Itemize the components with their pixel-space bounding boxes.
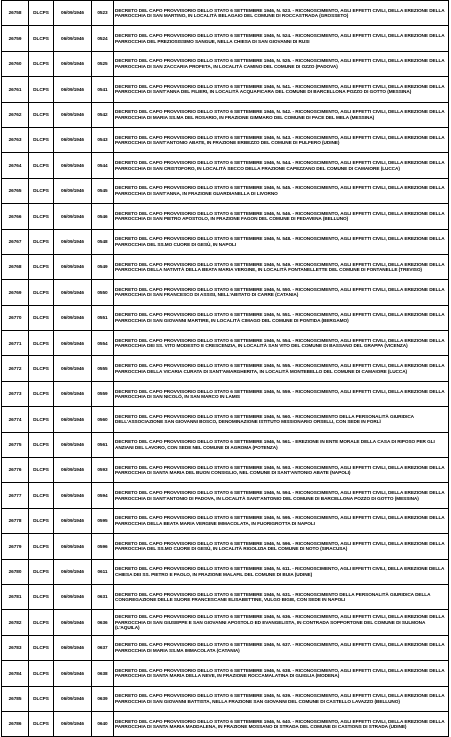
table-row (2, 610, 449, 635)
record-number-cell: 26770 (2, 305, 29, 330)
act-date-cell: 06/09/1946 (54, 407, 92, 432)
decree-description-cell: DECRETO DEL CAPO PROVVISORIO DELLO STATO 6 SETTEMBRE 1946, N. 546. - RICONOSCIMENTO, AGLI EFFETTI CIVILI, DELLA EREZIONE DELLA PARROCCHIA DI SAN PIETRO APOSTOLO, IN FRAZIONE FAGON DEL COMUNE DI FEDAVENA (BELLUNO) (114, 204, 449, 229)
decree-description-cell: DECRETO DEL CAPO PROVVISORIO DELLO STATO 6 SETTEMBRE 1946, N. 639. - RICONOSCIMENTO, AGLI EFFETTI CIVILI, DELLA EREZIONE DELLA PARROCCHIA DI SAN GIOVANNI BATTISTA, NELLA FRAZIONE SAN GIOVANNI DEL COMUNE DI CASTELLO LAVAZZO (BELLUNO) (114, 686, 449, 711)
decree-description-cell: DECRETO DEL CAPO PROVVISORIO DELLO STATO 6 SETTEMBRE 1946, N. 637. - RICONOSCIMENTO, AGLI EFFETTI CIVILI, DELLA EREZIONE DELLA PARROCCHIA DI MARIA SS.MA IMMACOLATA (CATANIA) (114, 635, 449, 660)
act-date-cell: 06/09/1946 (54, 661, 92, 686)
table-row (2, 153, 449, 178)
act-type-cell: DLCPS (29, 77, 54, 102)
act-date-cell: 06/09/1946 (54, 686, 92, 711)
act-date-cell: 06/09/1946 (54, 381, 92, 406)
act-number-cell: 0544 (92, 153, 114, 178)
decree-description-cell: DECRETO DEL CAPO PROVVISORIO DELLO STATO 6 SETTEMBRE 1946, N. 545. - RICONOSCIMENTO, AGLI EFFETTI CIVILI, DELLA EREZIONE DELLA PARROCCHIA DI SANT'ANNA, IN FRAZIONE GUARDIANELLA DI LIVORNO (114, 178, 449, 203)
act-number-cell: 0546 (92, 204, 114, 229)
act-type-cell: DLCPS (29, 178, 54, 203)
act-date-cell: 06/09/1946 (54, 635, 92, 660)
act-number-cell: 0636 (92, 610, 114, 635)
act-number-cell: 0523 (92, 1, 114, 26)
table-row (2, 305, 449, 330)
decree-description-cell: DECRETO DEL CAPO PROVVISORIO DELLO STATO 6 SETTEMBRE 1946, N. 596. - RICONOSCIMENTO, AGLI EFFETTI CIVILI, DELLA EREZIONE DELLA PARROCCHIA DEL SS.MO CUORE DI GESÙ, IN LOCALITÀ RIGOLIZIA DEL COMUNE DI NOTO (SIRACUSA) (114, 534, 449, 559)
act-number-cell: 0550 (92, 280, 114, 305)
act-type-cell: DLCPS (29, 432, 54, 457)
act-date-cell: 06/09/1946 (54, 559, 92, 584)
decree-description-cell: DECRETO DEL CAPO PROVVISORIO DELLO STATO 6 SETTEMBRE 1946, N. 542. - RICONOSCIMENTO, AGLI EFFETTI CIVILI, DELLA EREZIONE DELLA PARROCCHIA DI MARIA SS.MA DEL ROSARIO, IN FRAZIONE GIMMARO DEL COMUNE DI PACE DEL MELA (MESSINA) (114, 102, 449, 127)
record-number-cell: 26771 (2, 331, 29, 356)
act-date-cell: 06/09/1946 (54, 153, 92, 178)
table-row (2, 127, 449, 152)
act-type-cell: DLCPS (29, 686, 54, 711)
table-row (2, 102, 449, 127)
table-row (2, 686, 449, 711)
decree-description-cell: DECRETO DEL CAPO PROVVISORIO DELLO STATO 6 SETTEMBRE 1946, N. 611. - RICONOSCIMENTO, AGLI EFFETTI CIVILI, DELLA EREZIONE DELLA CHIESA DEI SS. PIETRO E PAOLO, IN FRAZIONE MALAFIL DEL COMUNE DI BUIA (UDINE) (114, 559, 449, 584)
act-date-cell: 06/09/1946 (54, 610, 92, 635)
table-row (2, 458, 449, 483)
decree-description-cell: DECRETO DEL CAPO PROVVISORIO DELLO STATO 6 SETTEMBRE 1946, N. 561. - EREZIONE IN ENTE MORALE DELLA CASA DI RIPOSO PER GLI ANZIANI DEL LAVORO, CON SEDE NEL COMUNE DI AGROMA (POTENZA) (114, 432, 449, 457)
act-type-cell: DLCPS (29, 26, 54, 51)
record-number-cell: 26772 (2, 356, 29, 381)
record-number-cell: 26767 (2, 229, 29, 254)
act-number-cell: 0595 (92, 508, 114, 533)
table-row (2, 559, 449, 584)
record-number-cell: 26762 (2, 102, 29, 127)
record-number-cell: 26766 (2, 204, 29, 229)
decree-description-cell: DECRETO DEL CAPO PROVVISORIO DELLO STATO 6 SETTEMBRE 1946, N. 523. - RICONOSCIMENTO, AGLI EFFETTI CIVILI, DELLA EREZIONE DELLA PARROCCHIA DI SAN MARTINO, IN LOCALITÀ BELAGAIO DEL COMUNE DI ROCCASTRADA (GROSSETO) (114, 1, 449, 26)
act-type-cell: DLCPS (29, 229, 54, 254)
act-type-cell: DLCPS (29, 305, 54, 330)
registry-body (2, 1, 449, 737)
record-number-cell: 26783 (2, 635, 29, 660)
record-number-cell: 26765 (2, 178, 29, 203)
act-type-cell: DLCPS (29, 559, 54, 584)
act-type-cell: DLCPS (29, 534, 54, 559)
act-date-cell: 06/09/1946 (54, 178, 92, 203)
decree-description-cell: DECRETO DEL CAPO PROVVISORIO DELLO STATO 6 SETTEMBRE 1946, N. 554. - RICONOSCIMENTO, AGLI EFFETTI CIVILI, DELLA EREZIONE DELLA PARROCCHIA DEI SS. VITO MODESTO E CRESCENZIA, IN LOCALITÀ SAN VITO DEL COMUNE DI BASSANO DEL GRAPPA (VICENZA) (114, 331, 449, 356)
decree-description-cell: DECRETO DEL CAPO PROVVISORIO DELLO STATO 6 SETTEMBRE 1946, N. 525. - RICONOSCIMENTO, AGLI EFFETTI CIVILI, DELLA EREZIONE DELLA PARROCCHIA DI SAN ZACCARIA PROFETA, IN LOCALITÀ CAMINO DEL COMUNE DI OZZO (PADOVA) (114, 51, 449, 76)
act-type-cell: DLCPS (29, 508, 54, 533)
act-type-cell: DLCPS (29, 610, 54, 635)
table-row (2, 356, 449, 381)
decree-description-cell: DECRETO DEL CAPO PROVVISORIO DELLO STATO 6 SETTEMBRE 1946, N. 524. - RICONOSCIMENTO, AGLI EFFETTI CIVILI, DELLA EREZIONE DELLA PARROCCHIA DEL PREZIOSISSIMO SANGUE, NELLA CHIESA DI SAN GIOVANNI DI RUSI (114, 26, 449, 51)
decree-description-cell: DECRETO DEL CAPO PROVVISORIO DELLO STATO 6 SETTEMBRE 1946, N. 593. - RICONOSCIMENTO, AGLI EFFETTI CIVILI, DELLA EREZIONE DELLA PARROCCHIA DI SANTA MARIA DEL BUON CONSIGLIO, NEL COMUNE DI SANT'ANTONIO ABATE (NAPOLI) (114, 458, 449, 483)
act-type-cell: DLCPS (29, 102, 54, 127)
act-number-cell: 0525 (92, 51, 114, 76)
decree-description-cell: DECRETO DEL CAPO PROVVISORIO DELLO STATO 6 SETTEMBRE 1946, N. 636. - RICONOSCIMENTO, AGLI EFFETTI CIVILI, DELLA EREZIONE DELLA PARROCCHIA DI SAN GIUSEPPE E SAN GIOVANNI APOSTOLO ED EVANGELISTA, IN CONTRADA SOPPORTONE DEL COMUNE DI SULMONA (L'AQUILA) (114, 610, 449, 635)
table-row (2, 77, 449, 102)
table-row (2, 432, 449, 457)
table-row (2, 407, 449, 432)
act-date-cell: 06/09/1946 (54, 331, 92, 356)
table-row (2, 381, 449, 406)
act-type-cell: DLCPS (29, 254, 54, 279)
record-number-cell: 26760 (2, 51, 29, 76)
act-number-cell: 0640 (92, 711, 114, 736)
decree-description-cell: DECRETO DEL CAPO PROVVISORIO DELLO STATO 6 SETTEMBRE 1946, N. 543. - RICONOSCIMENTO, AGLI EFFETTI CIVILI, DELLA EREZIONE DELLA PARROCCHIA DI SANT'ANTONIO ABATE, IN FRAZIONE ERBEZZO DEL COMUNE DI PULFERO (UDINE) (114, 127, 449, 152)
record-number-cell: 26768 (2, 254, 29, 279)
act-number-cell: 0596 (92, 534, 114, 559)
act-date-cell: 06/09/1946 (54, 458, 92, 483)
table-row (2, 1, 449, 26)
table-row (2, 661, 449, 686)
record-number-cell: 26761 (2, 77, 29, 102)
act-type-cell: DLCPS (29, 51, 54, 76)
act-date-cell: 06/09/1946 (54, 356, 92, 381)
act-type-cell: DLCPS (29, 1, 54, 26)
act-number-cell: 0560 (92, 407, 114, 432)
decree-description-cell: DECRETO DEL CAPO PROVVISORIO DELLO STATO 6 SETTEMBRE 1946, N. 544. - RICONOSCIMENTO, AGLI EFFETTI CIVILI, DELLA EREZIONE DELLA PARROCCHIA DI SAN CRISTOFORO, IN LOCALITÀ SECCO DELLA FRAZIONE CAPEZZANO DEL COMUNE DI CAMAIORE (LUCCA) (114, 153, 449, 178)
record-number-cell: 26758 (2, 1, 29, 26)
record-number-cell: 26764 (2, 153, 29, 178)
record-number-cell: 26763 (2, 127, 29, 152)
act-type-cell: DLCPS (29, 153, 54, 178)
act-type-cell: DLCPS (29, 127, 54, 152)
decree-description-cell: DECRETO DEL CAPO PROVVISORIO DELLO STATO 6 SETTEMBRE 1946, N. 638. - RICONOSCIMENTO, AGLI EFFETTI CIVILI, DELLA EREZIONE DELLA PARROCCHIA DI SANTA MARIA DELLA NEVE, IN FRAZIONE ROCCAMALATINA DI GUIGLIA (MODENA) (114, 661, 449, 686)
table-row (2, 584, 449, 609)
decree-registry-table (1, 0, 449, 737)
act-type-cell: DLCPS (29, 711, 54, 736)
act-date-cell: 06/09/1946 (54, 711, 92, 736)
record-number-cell: 26774 (2, 407, 29, 432)
record-number-cell: 26784 (2, 661, 29, 686)
decree-description-cell: DECRETO DEL CAPO PROVVISORIO DELLO STATO 6 SETTEMBRE 1946, N. 555. - RICONOSCIMENTO, AGLI EFFETTI CIVILI, DELLA EREZIONE DELLA PARROCCHIA DELLA VICARIA CURATA DI SANT'AMARGHERITA, IN LOCALITÀ MONTEBELLO DEL COMUNE DI CAMAIORE (LUCCA) (114, 356, 449, 381)
table-row (2, 26, 449, 51)
act-date-cell: 06/09/1946 (54, 508, 92, 533)
table-row (2, 635, 449, 660)
act-date-cell: 06/09/1946 (54, 26, 92, 51)
decree-description-cell: DECRETO DEL CAPO PROVVISORIO DELLO STATO 6 SETTEMBRE 1946, N. 631. - RICONOSCIMENTO DELLA PERSONALITÀ GIURIDICA DELLA CONGREGAZIONE DELLE SUORE FRANCESCANE ELISABETTINE, VULGO BIGIE, CON SEDE IN NAPOLI (114, 584, 449, 609)
act-number-cell: 0559 (92, 381, 114, 406)
record-number-cell: 26782 (2, 610, 29, 635)
act-date-cell: 06/09/1946 (54, 127, 92, 152)
act-type-cell: DLCPS (29, 204, 54, 229)
record-number-cell: 26759 (2, 26, 29, 51)
record-number-cell: 26769 (2, 280, 29, 305)
act-type-cell: DLCPS (29, 280, 54, 305)
act-number-cell: 0545 (92, 178, 114, 203)
act-type-cell: DLCPS (29, 584, 54, 609)
act-number-cell: 0551 (92, 305, 114, 330)
record-number-cell: 26779 (2, 534, 29, 559)
act-date-cell: 06/09/1946 (54, 51, 92, 76)
act-type-cell: DLCPS (29, 661, 54, 686)
record-number-cell: 26786 (2, 711, 29, 736)
act-number-cell: 0593 (92, 458, 114, 483)
act-number-cell: 0594 (92, 483, 114, 508)
act-number-cell: 0549 (92, 254, 114, 279)
table-row (2, 204, 449, 229)
act-number-cell: 0548 (92, 229, 114, 254)
act-number-cell: 0561 (92, 432, 114, 457)
act-date-cell: 06/09/1946 (54, 280, 92, 305)
table-row (2, 51, 449, 76)
record-number-cell: 26778 (2, 508, 29, 533)
act-date-cell: 06/09/1946 (54, 77, 92, 102)
decree-description-cell: DECRETO DEL CAPO PROVVISORIO DELLO STATO 6 SETTEMBRE 1946, N. 550. - RICONOSCIMENTO, AGLI EFFETTI CIVILI, DELLA EREZIONE DELLA PARROCCHIA DI SAN FRANCESCO DI ASSISI, NELL'ABITATO DI CARRE (CATANIA) (114, 280, 449, 305)
decree-description-cell: DECRETO DEL CAPO PROVVISORIO DELLO STATO 6 SETTEMBRE 1946, N. 594. - RICONOSCIMENTO, AGLI EFFETTI CIVILI, DELLA EREZIONE DELLA PARROCCHIA DI SANT'ANTONIO DI PADOVA, IN LOCALITÀ SANT'ANTONIO DEL COMUNE DI BARCELLONA POZZO DI GOTTO (MESSINA) (114, 483, 449, 508)
act-type-cell: DLCPS (29, 356, 54, 381)
act-type-cell: DLCPS (29, 635, 54, 660)
act-date-cell: 06/09/1946 (54, 483, 92, 508)
table-row (2, 229, 449, 254)
decree-description-cell: DECRETO DEL CAPO PROVVISORIO DELLO STATO 6 SETTEMBRE 1946, N. 541. - RICONOSCIMENTO, AGLI EFFETTI CIVILI, DELLA EREZIONE DELLA PARROCCHIA DI SANT'ANNA DEL FILIERI, IN LOCALITÀ ACQUAFICARA DEL COMUNE DI BARCELLONA POZZO DI GOTTO (MESSINA) (114, 77, 449, 102)
act-date-cell: 06/09/1946 (54, 229, 92, 254)
record-number-cell: 26777 (2, 483, 29, 508)
record-number-cell: 26785 (2, 686, 29, 711)
act-type-cell: DLCPS (29, 458, 54, 483)
act-number-cell: 0631 (92, 584, 114, 609)
act-date-cell: 06/09/1946 (54, 534, 92, 559)
act-number-cell: 0554 (92, 331, 114, 356)
decree-description-cell: DECRETO DEL CAPO PROVVISORIO DELLO STATO 6 SETTEMBRE 1946, N. 551. - RICONOSCIMENTO, AGLI EFFETTI CIVILI, DELLA EREZIONE DELLA PARROCCHIA DI SAN GIOVANNI MARTIRE, IN LOCALITÀ CIMAGO DEL COMUNE DI PONTIDA (BERGAMO) (114, 305, 449, 330)
table-row (2, 711, 449, 736)
table-row (2, 534, 449, 559)
act-date-cell: 06/09/1946 (54, 305, 92, 330)
act-number-cell: 0638 (92, 661, 114, 686)
act-type-cell: DLCPS (29, 483, 54, 508)
act-date-cell: 06/09/1946 (54, 584, 92, 609)
table-row (2, 280, 449, 305)
record-number-cell: 26776 (2, 458, 29, 483)
decree-description-cell: DECRETO DEL CAPO PROVVISORIO DELLO STATO 6 SETTEMBRE 1946, N. 548. - RICONOSCIMENTO, AGLI EFFETTI CIVILI, DELLA EREZIONE DELLA PARROCCHIA DEL SS.MO CUORE DI GESÙ, IN NAPOLI (114, 229, 449, 254)
act-number-cell: 0542 (92, 102, 114, 127)
act-date-cell: 06/09/1946 (54, 432, 92, 457)
act-number-cell: 0611 (92, 559, 114, 584)
act-type-cell: DLCPS (29, 331, 54, 356)
act-number-cell: 0541 (92, 77, 114, 102)
table-row (2, 483, 449, 508)
act-number-cell: 0637 (92, 635, 114, 660)
act-date-cell: 06/09/1946 (54, 254, 92, 279)
act-type-cell: DLCPS (29, 381, 54, 406)
act-date-cell: 06/09/1946 (54, 204, 92, 229)
record-number-cell: 26781 (2, 584, 29, 609)
act-type-cell: DLCPS (29, 407, 54, 432)
table-row (2, 508, 449, 533)
decree-description-cell: DECRETO DEL CAPO PROVVISORIO DELLO STATO 6 SETTEMBRE 1946, N. 640. - RICONOSCIMENTO, AGLI EFFETTI CIVILI, DELLA EREZIONE DELLA PARROCCHIA DI SANTA MARIA MADDALENA, IN FRAZIONE MOSSANO DI STRADA DEL COMUNE DI CASTIONS DI STRADA (UDINE) (114, 711, 449, 736)
act-date-cell: 06/09/1946 (54, 1, 92, 26)
act-number-cell: 0639 (92, 686, 114, 711)
record-number-cell: 26775 (2, 432, 29, 457)
decree-description-cell: DECRETO DEL CAPO PROVVISORIO DELLO STATO 6 SETTEMBRE 1946, N. 559. - RICONOSCIMENTO, AGLI EFFETTI CIVILI, DELLA EREZIONE DELLA PARROCCHIA DI SAN NICOLÒ, IN SAN MARCO IN LAMIS (114, 381, 449, 406)
record-number-cell: 26780 (2, 559, 29, 584)
table-row (2, 331, 449, 356)
table-row (2, 254, 449, 279)
decree-description-cell: DECRETO DEL CAPO PROVVISORIO DELLO STATO 6 SETTEMBRE 1946, N. 560. - RICONOSCIMENTO DELLA PERSONALITÀ GIURIDICA DELL'ASSOCIAZIONE SAN GIOVANNI BOSCO, DENOMINAZIONE ISTITUTO MISSIONARIO ORSELLI, CON SEDE IN FORLÌ (114, 407, 449, 432)
act-date-cell: 06/09/1946 (54, 102, 92, 127)
act-number-cell: 0524 (92, 26, 114, 51)
record-number-cell: 26773 (2, 381, 29, 406)
act-number-cell: 0555 (92, 356, 114, 381)
table-row (2, 178, 449, 203)
decree-description-cell: DECRETO DEL CAPO PROVVISORIO DELLO STATO 6 SETTEMBRE 1946, N. 549. - RICONOSCIMENTO, AGLI EFFETTI CIVILI, DELLA EREZIONE DELLA PARROCCHIA DELLA NATIVITÀ DELLA BEATA MARIA VERGINE, IN LOCALITÀ FONTANELLETTE DEL COMUNE DI FONTANELLE (TREVISO) (114, 254, 449, 279)
decree-description-cell: DECRETO DEL CAPO PROVVISORIO DELLO STATO 6 SETTEMBRE 1946, N. 595. - RICONOSCIMENTO, AGLI EFFETTI CIVILI, DELLA EREZIONE DELLA PARROCCHIA DELLA BEATA MARIA VERGINE IMMACOLATA, IN FUORIGROTTA DI NAPOLI (114, 508, 449, 533)
act-number-cell: 0543 (92, 127, 114, 152)
